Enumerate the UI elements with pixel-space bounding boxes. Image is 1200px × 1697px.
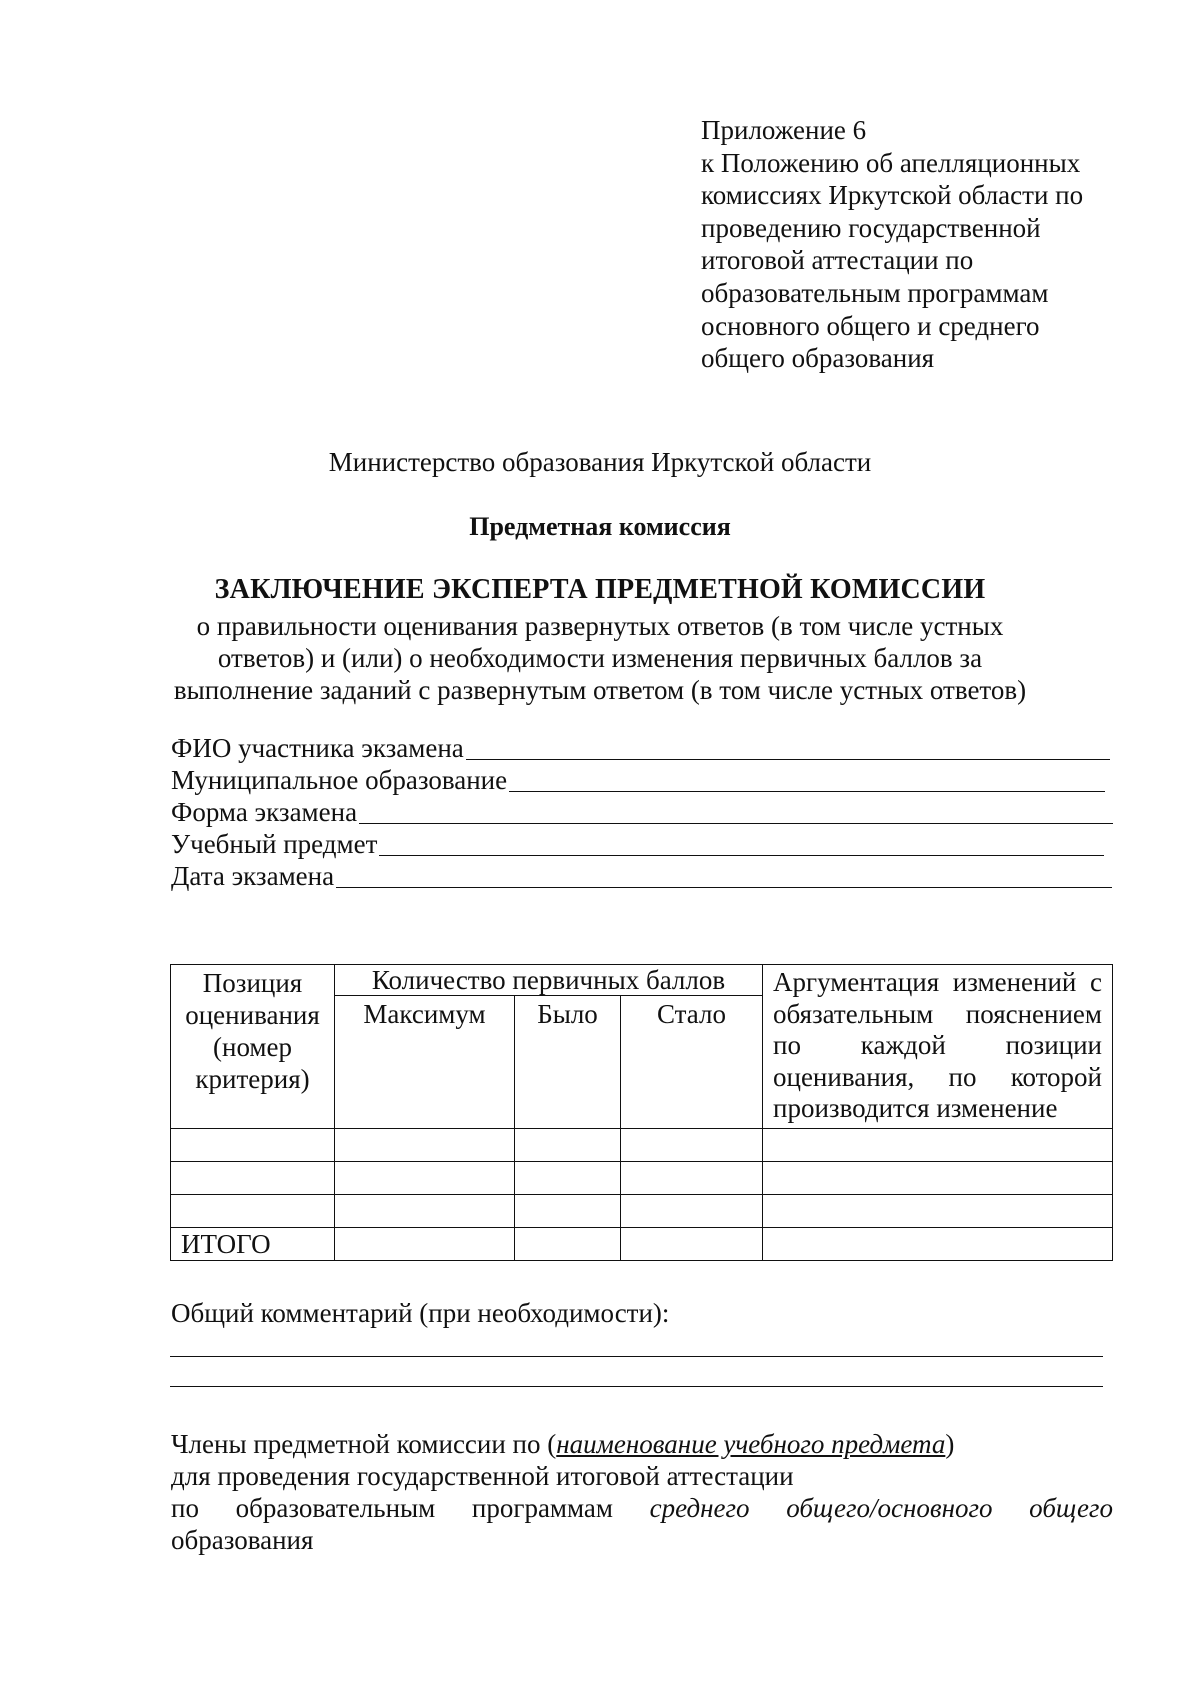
- comment-label: Общий комментарий (при необходимости):: [171, 1298, 670, 1328]
- field-subject[interactable]: [171, 828, 1104, 860]
- table-cell[interactable]: [621, 1129, 763, 1162]
- word: программам: [471, 1493, 613, 1523]
- conclusion-title: ЗАКЛЮЧЕНИЕ ЭКСПЕРТА ПРЕДМЕТНОЙ КОМИССИИ: [214, 574, 986, 605]
- header-line: обязательным пояснением: [773, 998, 1102, 1029]
- table-cell[interactable]: [171, 1162, 335, 1195]
- table-cell[interactable]: [335, 1129, 515, 1162]
- table-cell[interactable]: [515, 1228, 621, 1261]
- comment-line[interactable]: [170, 1386, 1103, 1387]
- header-line: Аргументация изменений с: [773, 967, 1102, 997]
- table-cell[interactable]: [763, 1162, 1113, 1195]
- header-line: по каждой позиции: [773, 1030, 1102, 1061]
- field-label: ФИО участника экзамена: [171, 733, 464, 763]
- members-suffix: ): [945, 1429, 955, 1459]
- word: общего: [1029, 1493, 1113, 1523]
- members-line: [171, 1428, 1113, 1460]
- field-label: Муниципальное образование: [171, 765, 508, 795]
- appendix-line: к Положению об апелляционных: [701, 147, 1081, 178]
- header-primary-scores: Количество первичных баллов: [335, 965, 763, 996]
- commission-title: Предметная комиссия: [469, 512, 731, 541]
- table-cell[interactable]: [621, 1195, 763, 1228]
- table-row: [171, 1195, 1113, 1228]
- header-line: оценивания, по которой: [773, 1061, 1102, 1092]
- table-cell[interactable]: [335, 1195, 515, 1228]
- header-line: производится изменение: [773, 1093, 1058, 1124]
- field-participant-name[interactable]: [171, 732, 1110, 764]
- fill-line[interactable]: [466, 759, 1110, 760]
- field-label: Дата экзамена: [171, 861, 335, 891]
- header-was: Было: [515, 996, 621, 1129]
- table-cell[interactable]: [515, 1162, 621, 1195]
- subject-placeholder: наименование учебного предмета: [556, 1429, 946, 1459]
- field-label: Учебный предмет: [171, 829, 378, 859]
- subtitle-line: ответов) и (или) о необходимости изменения первичных баллов за: [217, 643, 983, 673]
- members-line: [171, 1492, 1113, 1524]
- field-label: Форма экзамена: [171, 797, 358, 827]
- fill-line[interactable]: [336, 887, 1112, 888]
- conclusion-subtitle: [0, 610, 1200, 706]
- scores-table: [170, 964, 1113, 1261]
- total-row: [171, 1228, 1113, 1261]
- word: по: [171, 1493, 199, 1523]
- table-cell[interactable]: [621, 1162, 763, 1195]
- appendix-line: Приложение 6: [701, 115, 867, 145]
- appendix-line: итоговой аттестации по: [701, 245, 974, 276]
- header-argumentation: [763, 965, 1113, 1129]
- field-exam-date[interactable]: [171, 860, 1112, 892]
- table-row: [171, 1162, 1113, 1195]
- subtitle-line: о правильности оценивания развернутых ответов (в том числе устных: [196, 611, 1004, 641]
- table-cell[interactable]: [171, 1195, 335, 1228]
- header-line: критерия): [195, 1064, 310, 1094]
- total-label: ИТОГО: [171, 1228, 335, 1261]
- appendix-line: комиссиях Иркутской области по: [701, 180, 1084, 211]
- fill-line[interactable]: [509, 791, 1105, 792]
- fill-line[interactable]: [359, 823, 1113, 824]
- appendix-line: образовательным программам: [701, 277, 1049, 308]
- field-exam-form[interactable]: [171, 796, 1113, 828]
- members-line: образования: [171, 1525, 314, 1555]
- members-line: для проведения государственной итоговой аттестации: [171, 1461, 794, 1491]
- appendix-line: основного общего и среднего: [701, 310, 1040, 341]
- table-cell[interactable]: [763, 1195, 1113, 1228]
- header-position: [171, 965, 335, 1129]
- word: общего/основного: [786, 1493, 993, 1523]
- header-line: Позиция: [202, 968, 303, 998]
- field-municipality[interactable]: [171, 764, 1105, 796]
- header-max: Максимум: [335, 996, 515, 1129]
- header-line: (номер: [213, 1032, 292, 1062]
- table-cell[interactable]: [515, 1195, 621, 1228]
- table-row: [171, 1129, 1113, 1162]
- word: образовательным: [235, 1493, 436, 1523]
- subtitle-line: выполнение заданий с развернутым ответом (в том числе устных ответов): [173, 675, 1027, 705]
- table-cell[interactable]: [335, 1228, 515, 1261]
- members-prefix: Члены предметной комиссии по (: [171, 1429, 557, 1459]
- table-cell[interactable]: [335, 1162, 515, 1195]
- comment-line[interactable]: [170, 1356, 1103, 1357]
- fill-line[interactable]: [379, 855, 1104, 856]
- header-line: оценивания: [185, 1000, 320, 1030]
- header-became: Стало: [621, 996, 763, 1129]
- appendix-line: проведению государственной: [701, 212, 1041, 243]
- appendix-line: общего образования: [701, 343, 935, 374]
- table-cell[interactable]: [515, 1129, 621, 1162]
- ministry-name: Министерство образования Иркутской области: [328, 447, 872, 477]
- table-cell[interactable]: [621, 1228, 763, 1261]
- table-cell[interactable]: [763, 1129, 1113, 1162]
- table-cell[interactable]: [171, 1129, 335, 1162]
- commission-members: [171, 1428, 1113, 1556]
- appendix-header: [701, 114, 1171, 375]
- table-cell[interactable]: [763, 1228, 1113, 1261]
- word: среднего: [649, 1493, 750, 1523]
